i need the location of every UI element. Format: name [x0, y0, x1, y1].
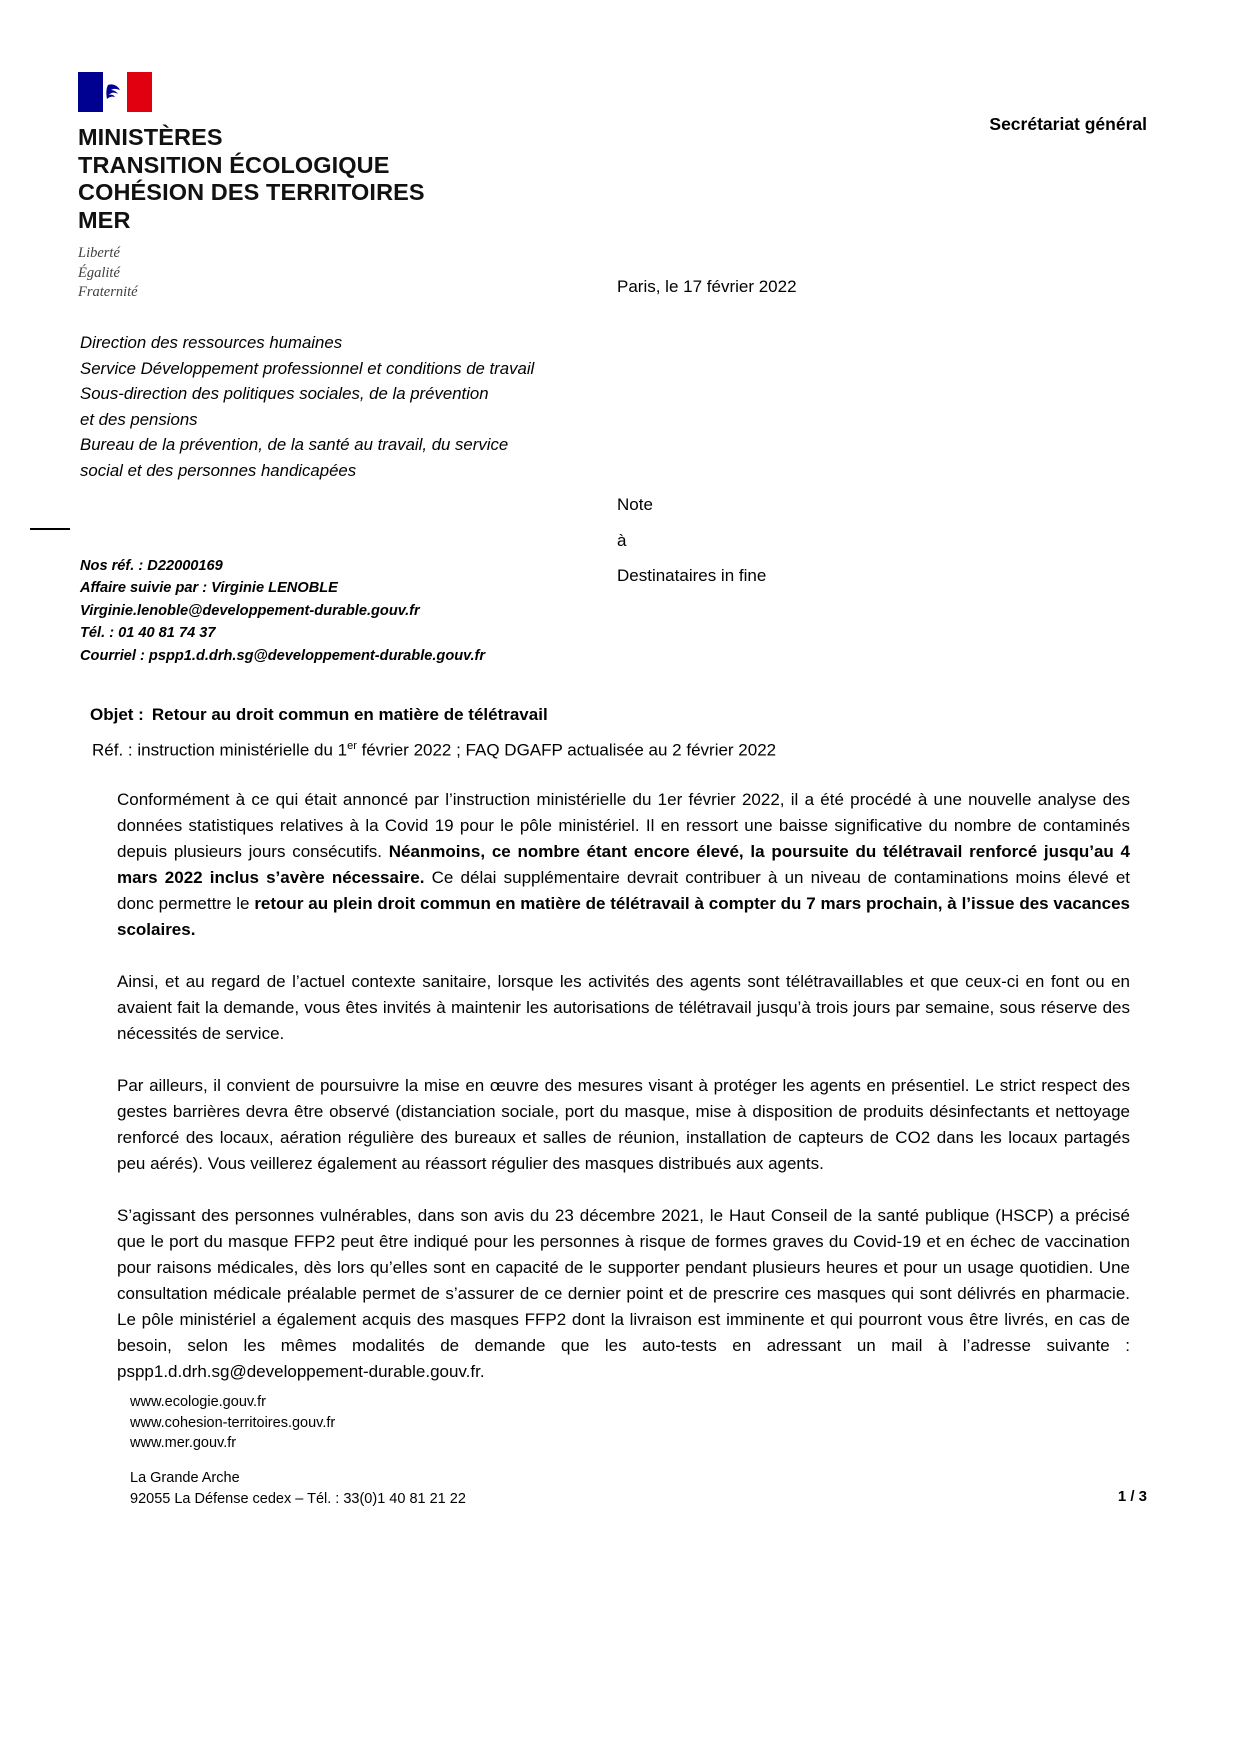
- handler-email: Virginie.lenoble@developpement-durable.gouv.fr: [80, 602, 420, 619]
- motto-liberte: Liberté: [78, 244, 120, 261]
- paragraph-4: S’agissant des personnes vulnérables, dans son avis du 23 décembre 2021, le Haut Conseil de la santé publique (HSCP) a précisé que le port du masque FFP2 peut être indiqué pour les personnes à risque de formes graves du Covid-19 et en échec de vaccination pour raisons médicales, dès lors qu’elles sont en capacité de le supporter pendant plusieurs heures et pour un usage quotidien. Une consultation médicale préalable permet de s’assurer de ce dernier point et de prescrire ces masques qui sont délivrés en pharmacie. Le pôle ministériel a également acquis des masques FFP2 dont la livraison est imminente et qui pourront vous être livrés, en cas de besoin, selon les mêmes modalités de demande que les auto-tests en adressant un mail à l’adresse suivante : pspp1.d.drh.sg@developpement-durable.gouv.fr.: [117, 1206, 1130, 1381]
- subject-text: Retour au droit commun en matière de télétravail: [151, 705, 548, 724]
- horizontal-rule-divider: [30, 528, 70, 530]
- addressee-block: [617, 487, 766, 594]
- paragraph-2: Ainsi, et au regard de l’actuel contexte sanitaire, lorsque les activités des agents sont télétravaillables et que ceux-ci en font ou en avaient fait la demande, vous êtes invités à maintenir les autorisations de télétravail jusqu’à trois jours par semaine, sous réserve des nécessités de service.: [117, 972, 1130, 1043]
- ministry-line-2: TRANSITION ÉCOLOGIQUE: [78, 151, 390, 178]
- p1-segment-c: Ce délai supplémentaire devrait contribuer à un niveau de contaminations moins élevé et donc permettre le: [117, 868, 1130, 913]
- ministry-line-3: COHÉSION DES TERRITOIRES: [78, 179, 425, 206]
- document-body: [117, 787, 1130, 1411]
- p1-segment-b-bold: Néanmoins, ce nombre étant encore élevé, la poursuite du télétravail renforcé jusqu’au 4 mars 2022 inclus s’avère nécessaire.: [117, 842, 1130, 887]
- republic-motto: [78, 244, 558, 303]
- footer-postal-address: [130, 1468, 466, 1509]
- addressee-note: Note: [617, 495, 653, 514]
- ref-prefix: Réf. : instruction ministérielle du 1: [92, 740, 348, 760]
- ministry-line-4: MER: [78, 207, 131, 234]
- sender-line-3: Sous-direction des politiques sociales, de la prévention: [80, 384, 489, 404]
- ref-ordinal-suffix: er: [347, 740, 357, 752]
- page-number: 1 / 3: [1117, 1488, 1147, 1505]
- footer-websites: [130, 1392, 335, 1454]
- french-republic-flag-icon: [78, 72, 152, 112]
- phone-number: Tél. : 01 40 81 74 37: [80, 625, 216, 642]
- motto-fraternite: Fraternité: [78, 284, 138, 301]
- address-building: La Grande Arche: [130, 1470, 240, 1486]
- website-cohesion-territoires: www.cohesion-territoires.gouv.fr: [130, 1414, 336, 1431]
- paragraph-1: [117, 787, 1130, 943]
- website-ecologie: www.ecologie.gouv.fr: [130, 1394, 266, 1410]
- addressee-a: à: [617, 530, 627, 550]
- secretariat-general-title: Secrétariat général: [989, 114, 1147, 134]
- ref-suffix: février 2022 ; FAQ DGAFP actualisée au 2 février 2022: [356, 740, 777, 760]
- subject-reference-line: [92, 740, 776, 761]
- sender-department-block: [80, 330, 700, 483]
- subject-label: Objet :: [90, 705, 144, 724]
- ministry-logo-block: [78, 72, 558, 303]
- p1-segment-d-bold: retour au plein droit commun en matière de télétravail à compter du 7 mars prochain, à l’issue des vacances scolaires.: [117, 894, 1130, 939]
- reference-contact-block: [80, 555, 485, 667]
- subject-line: [90, 705, 548, 725]
- sender-line-5: Bureau de la prévention, de la santé au travail, du service: [80, 435, 509, 455]
- our-reference: Nos réf. : D22000169: [80, 558, 223, 574]
- date-line: Paris, le 17 février 2022: [617, 277, 797, 296]
- ministry-line-1: MINISTÈRES: [78, 124, 223, 150]
- sender-line-2: Service Développement professionnel et conditions de travail: [80, 358, 535, 378]
- ministry-title: [78, 124, 558, 235]
- paragraph-3: Par ailleurs, il convient de poursuivre la mise en œuvre des mesures visant à protéger les agents en présentiel. Le strict respect des gestes barrières devra être observé (distanciation sociale, port du masque, mise à disposition de produits désinfectants et nettoyage renforcé des locaux, aération régulière des bureaux et salles de réunion, installation de capteurs de CO2 dans les locaux partagés peu aérés). Vous veillerez également au réassort régulier des masques distribués aux agents.: [117, 1076, 1130, 1173]
- sender-line-6: social et des personnes handicapées: [80, 460, 357, 480]
- case-handler: Affaire suivie par : Virginie LENOBLE: [80, 580, 338, 597]
- address-city-phone: 92055 La Défense cedex – Tél. : 33(0)1 40 81 21 22: [130, 1490, 466, 1507]
- p1-segment-a: Conformément à ce qui était annoncé par l’instruction ministérielle du 1er février 2022, il a été procédé à une nouvelle analyse des données statistiques relatives à la Covid 19 pour le pôle ministériel. Il en ressort une baisse significative du nombre de contaminés depuis plusieurs jours consécutifs.: [117, 790, 1130, 861]
- website-mer: www.mer.gouv.fr: [130, 1435, 237, 1452]
- sender-line-1: Direction des ressources humaines: [80, 333, 343, 352]
- sender-line-4: et des pensions: [80, 409, 198, 429]
- motto-egalite: Égalité: [78, 264, 120, 281]
- contact-email: Courriel : pspp1.d.drh.sg@developpement-durable.gouv.fr: [80, 647, 486, 664]
- addressee-recipients: Destinataires in fine: [617, 566, 767, 586]
